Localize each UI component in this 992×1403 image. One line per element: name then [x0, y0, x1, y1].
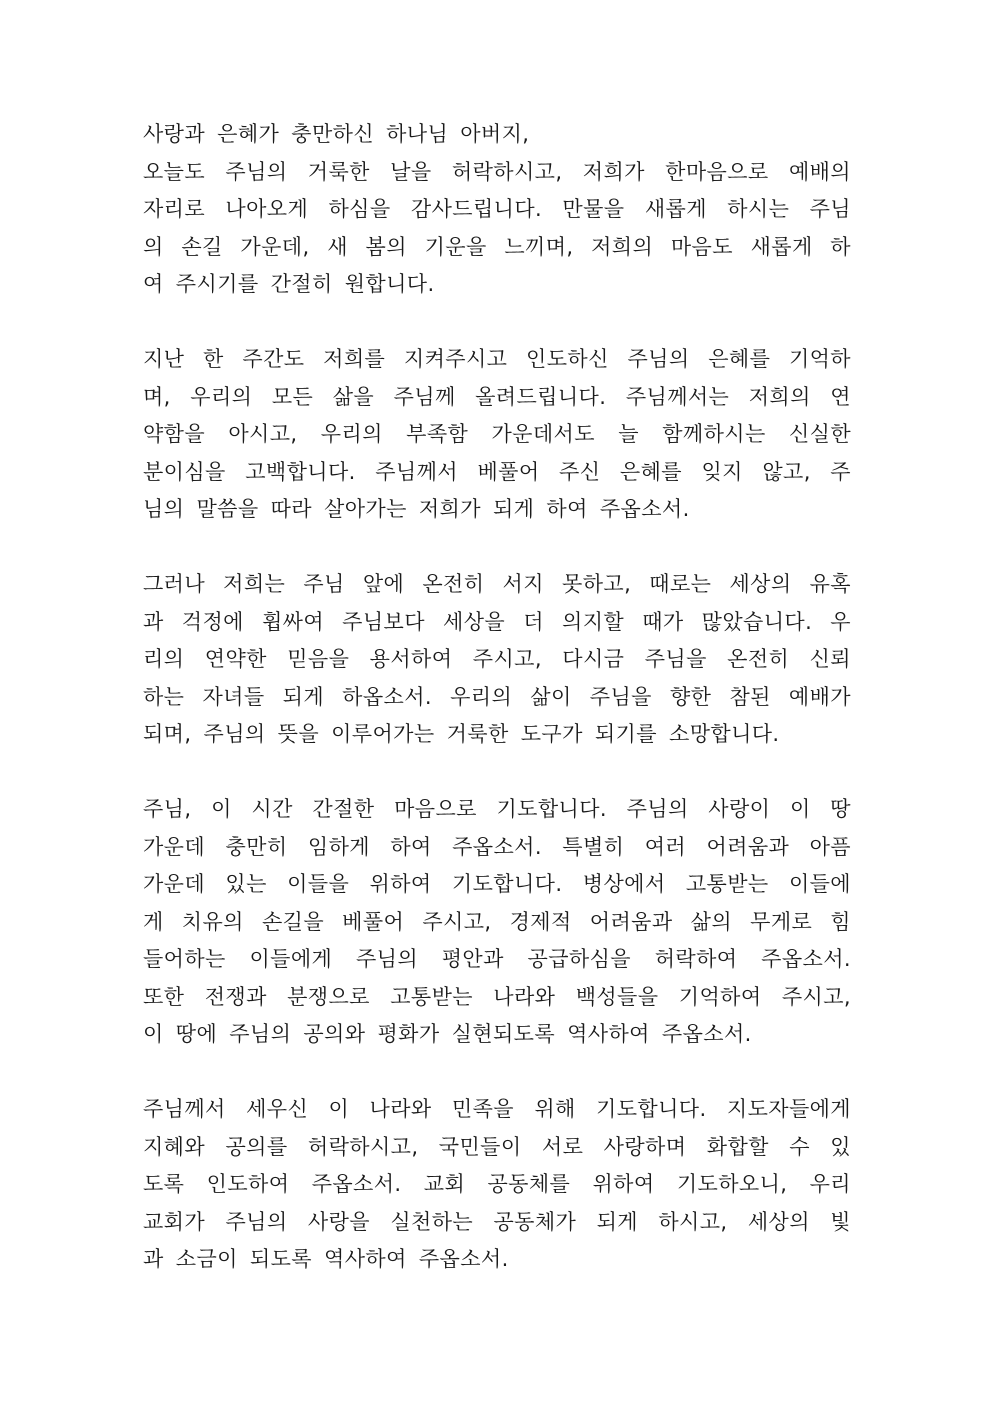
paragraph-3 — [143, 566, 851, 754]
text-line: 들어하는 이들에게 주님의 평안과 공급하심을 허락하여 주옵소서. — [143, 947, 851, 971]
paragraph-5 — [143, 1091, 851, 1279]
text-line: 과 소금이 되도록 역사하여 주옵소서. — [143, 1247, 509, 1271]
text-line: 약함을 아시고, 우리의 부족함 가운데서도 늘 함께하시는 신실한 — [143, 422, 851, 446]
text-line: 지난 한 주간도 저희를 지켜주시고 인도하신 주님의 은혜를 기억하 — [143, 347, 851, 371]
text-line: 님의 말씀을 따라 살아가는 저희가 되게 하여 주옵소서. — [143, 497, 690, 521]
text-line: 자리로 나아오게 하심을 감사드립니다. 만물을 새롭게 하시는 주님 — [143, 197, 851, 221]
text-line: 주님께서 세우신 이 나라와 민족을 위해 기도합니다. 지도자들에게 — [143, 1097, 851, 1121]
text-line: 지혜와 공의를 허락하시고, 국민들이 서로 사랑하며 화합할 수 있 — [143, 1134, 851, 1159]
text-line: 며, 우리의 모든 삶을 주님께 올려드립니다. 주님께서는 저희의 연 — [143, 384, 851, 409]
text-line: 의 손길 가운데, 새 봄의 기운을 느끼며, 저희의 마음도 새롭게 하 — [143, 234, 851, 259]
text-line: 하는 자녀들 되게 하옵소서. 우리의 삶이 주님을 향한 참된 예배가 — [143, 684, 851, 709]
text-line: 되며, 주님의 뜻을 이루어가는 거룩한 도구가 되기를 소망합니다. — [143, 722, 780, 746]
text-line: 또한 전쟁과 분쟁으로 고통받는 나라와 백성들을 기억하여 주시고, — [143, 984, 851, 1009]
paragraph-1 — [143, 116, 851, 304]
text-line: 도록 인도하여 주옵소서. 교회 공동체를 위하여 기도하오니, 우리 — [143, 1172, 851, 1196]
prayer-text — [143, 116, 851, 1316]
text-line: 사랑과 은혜가 충만하신 하나님 아버지, — [143, 122, 530, 146]
text-line: 가운데 충만히 임하게 하여 주옵소서. 특별히 여러 어려움과 아픔 — [143, 834, 851, 859]
text-line: 교회가 주님의 사랑을 실천하는 공동체가 되게 하시고, 세상의 빛 — [143, 1209, 851, 1234]
text-line: 그러나 저희는 주님 앞에 온전히 서지 못하고, 때로는 세상의 유혹 — [143, 572, 851, 596]
text-line: 주님, 이 시간 간절한 마음으로 기도합니다. 주님의 사랑이 이 땅 — [143, 797, 851, 821]
text-line: 오늘도 주님의 거룩한 날을 허락하시고, 저희가 한마음으로 예배의 — [143, 159, 851, 184]
paragraph-2 — [143, 341, 851, 529]
text-line: 이 땅에 주님의 공의와 평화가 실현되도록 역사하여 주옵소서. — [143, 1022, 752, 1046]
text-line: 리의 연약한 믿음을 용서하여 주시고, 다시금 주님을 온전히 신뢰 — [143, 647, 851, 671]
text-line: 여 주시기를 간절히 원합니다. — [143, 272, 435, 296]
text-line: 가운데 있는 이들을 위하여 기도합니다. 병상에서 고통받는 이들에 — [143, 872, 851, 896]
text-line: 과 걱정에 휩싸여 주님보다 세상을 더 의지할 때가 많았습니다. 우 — [143, 609, 851, 634]
text-line: 분이심을 고백합니다. 주님께서 베풀어 주신 은혜를 잊지 않고, 주 — [143, 459, 851, 484]
paragraph-4 — [143, 791, 851, 1054]
text-line: 게 치유의 손길을 베풀어 주시고, 경제적 어려움과 삶의 무게로 힘 — [143, 909, 851, 934]
